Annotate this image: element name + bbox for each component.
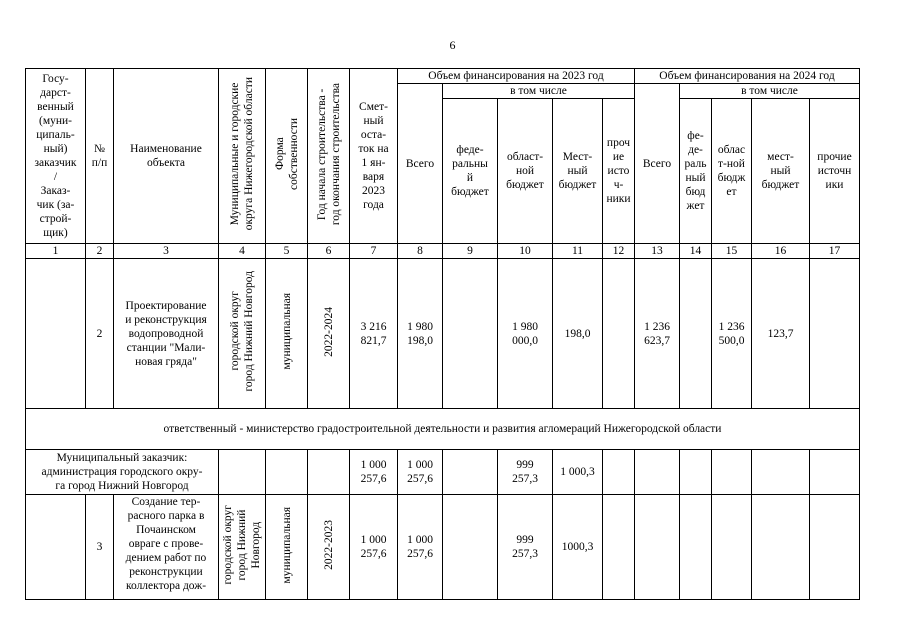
col-number: 13 — [635, 244, 680, 259]
col-number: 7 — [350, 244, 398, 259]
header-object-name: Наименование объекта — [114, 69, 219, 244]
col-number: 16 — [752, 244, 810, 259]
cell-loc-2023: 1000,3 — [553, 495, 603, 600]
header-including-2023: в том числе — [443, 84, 635, 99]
col-number: 11 — [553, 244, 603, 259]
cell-municipality: городской округ город Нижний Новгород — [219, 259, 266, 409]
col-number: 15 — [712, 244, 752, 259]
cell-reg-2024 — [712, 495, 752, 600]
cell-estimate: 1 000 257,6 — [350, 450, 398, 495]
cell-customer — [26, 259, 86, 409]
cell-ownership — [266, 450, 308, 495]
responsible-text: ответственный - министерство градостроительной деятельности и развития агломераций Нижегородской области — [26, 409, 860, 450]
header-fin-2023: Объем финансирования на 2023 год — [398, 69, 635, 84]
col-number: 8 — [398, 244, 443, 259]
col-number: 5 — [266, 244, 308, 259]
cell-reg-2023: 999 257,3 — [498, 450, 553, 495]
cell-customer — [26, 495, 86, 600]
column-number-row — [26, 244, 860, 259]
cell-oth-2024 — [810, 450, 860, 495]
cell-years: 2022-2024 — [308, 259, 350, 409]
cell-total-2023: 1 000 257,6 — [398, 450, 443, 495]
col-number: 10 — [498, 244, 553, 259]
cell-fed-2023 — [443, 450, 498, 495]
cell-num: 3 — [86, 495, 114, 600]
header-oth-2024: прочие источн ики — [810, 99, 860, 244]
cell-loc-2024 — [752, 450, 810, 495]
header-fed-2023: феде- ральны й бюджет — [443, 99, 498, 244]
cell-ownership: муниципальная — [266, 259, 308, 409]
cell-oth-2023 — [603, 450, 635, 495]
col-number: 14 — [680, 244, 712, 259]
cell-reg-2024: 1 236 500,0 — [712, 259, 752, 409]
header-reg-2023: област- ной бюджет — [498, 99, 553, 244]
header-ownership: Форма собственности — [266, 69, 308, 244]
cell-estimate: 1 000 257,6 — [350, 495, 398, 600]
customer-row — [26, 450, 860, 495]
cell-total-2023: 1 000 257,6 — [398, 495, 443, 600]
header-loc-2023: Мест- ный бюджет — [553, 99, 603, 244]
header-total-2024: Всего — [635, 84, 680, 244]
cell-object-name: Проектирование и реконструкция водопроводной станции "Мали- новая гряда" — [114, 259, 219, 409]
header-municipality: Муниципальные и городские округа Нижегородской области — [219, 69, 266, 244]
cell-fed-2023 — [443, 495, 498, 600]
col-number: 2 — [86, 244, 114, 259]
cell-loc-2024 — [752, 495, 810, 600]
col-number: 9 — [443, 244, 498, 259]
col-number: 3 — [114, 244, 219, 259]
page-number: 6 — [449, 38, 456, 52]
cell-municipality — [219, 450, 266, 495]
cell-years — [308, 450, 350, 495]
header-loc-2024: мест- ный бюджет — [752, 99, 810, 244]
cell-reg-2023: 1 980 000,0 — [498, 259, 553, 409]
cell-total-2024 — [635, 495, 680, 600]
cell-fed-2024 — [680, 259, 712, 409]
col-number: 12 — [603, 244, 635, 259]
cell-reg-2024 — [712, 450, 752, 495]
cell-ownership: муниципальная — [266, 495, 308, 600]
header-fed-2024: фе- де- раль ный бюд жет — [680, 99, 712, 244]
col-number: 6 — [308, 244, 350, 259]
col-number: 1 — [26, 244, 86, 259]
cell-years: 2022-2023 — [308, 495, 350, 600]
header-reg-2024: облас т-ной бюдж ет — [712, 99, 752, 244]
cell-estimate: 3 216 821,7 — [350, 259, 398, 409]
cell-fed-2024 — [680, 450, 712, 495]
header-total-2023: Всего — [398, 84, 443, 244]
cell-loc-2023: 198,0 — [553, 259, 603, 409]
customer-label: Муниципальный заказчик: администрация городского окру- га город Нижний Новгород — [26, 450, 219, 495]
cell-object-name: Создание тер- расного парка в Почаинском овраге с прове- дением работ по реконструкции коллектора дож- — [114, 495, 219, 600]
cell-total-2024: 1 236 623,7 — [635, 259, 680, 409]
cell-oth-2024 — [810, 495, 860, 600]
cell-num: 2 — [86, 259, 114, 409]
col-number: 17 — [810, 244, 860, 259]
col-number: 4 — [219, 244, 266, 259]
header-estimate: Смет- ный оста- ток на 1 ян- варя 2023 года — [350, 69, 398, 244]
header-fin-2024: Объем финансирования на 2024 год — [635, 69, 860, 84]
cell-oth-2024 — [810, 259, 860, 409]
cell-reg-2023: 999 257,3 — [498, 495, 553, 600]
cell-oth-2023 — [603, 259, 635, 409]
table-row — [26, 259, 860, 409]
cell-loc-2023: 1 000,3 — [553, 450, 603, 495]
cell-total-2024 — [635, 450, 680, 495]
header-oth-2023: проч ие исто ч- ники — [603, 99, 635, 244]
header-including-2024: в том числе — [680, 84, 860, 99]
header-num: № п/п — [86, 69, 114, 244]
cell-oth-2023 — [603, 495, 635, 600]
cell-loc-2024: 123,7 — [752, 259, 810, 409]
financing-table — [25, 68, 860, 600]
cell-fed-2024 — [680, 495, 712, 600]
responsible-row — [26, 409, 860, 450]
cell-fed-2023 — [443, 259, 498, 409]
header-customer: Госу- дарст- венный (муни- ципаль- ный) заказчик / Заказ- чик (за- строй- щик) — [26, 69, 86, 244]
cell-total-2023: 1 980 198,0 — [398, 259, 443, 409]
header-years: Год начала строительства - год окончания строительства — [308, 69, 350, 244]
cell-municipality: городской округ город Нижний Новгород — [219, 495, 266, 600]
table-row — [26, 495, 860, 600]
